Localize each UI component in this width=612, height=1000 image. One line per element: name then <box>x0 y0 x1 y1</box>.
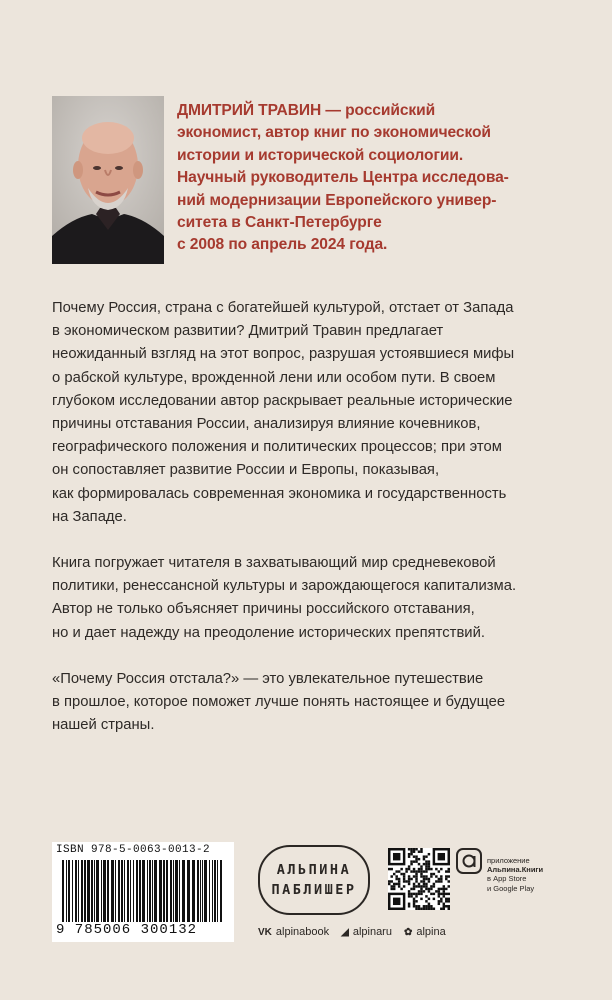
description-line: политики, ренессансной культуры и зарождающегося капитализма. <box>52 578 517 595</box>
bio-line: экономист, автор книг по экономической <box>177 124 491 142</box>
description-paragraph-3 <box>52 668 572 738</box>
description-line: как формировалась современная экономика и государственность <box>52 485 507 502</box>
publisher-logo-line: ПАБЛИШЕР <box>271 882 357 898</box>
author-photo <box>52 96 164 264</box>
telegram-icon: ◢ <box>341 926 349 938</box>
author-bio <box>177 100 577 257</box>
description-line: в прошлое, которое поможет лучше понять настоящее и будущее <box>52 694 506 711</box>
barcode-bars-icon <box>62 860 224 922</box>
description-line: нашей страны. <box>52 717 155 734</box>
app-text-line: приложение <box>487 856 530 865</box>
description-line: в экономическом развитии? Дмитрий Травин предлагает <box>52 323 444 340</box>
social-label: alpina <box>416 926 446 938</box>
social-label: alpinaru <box>352 926 392 938</box>
social-telegram <box>341 926 392 938</box>
isbn-label: ISBN 978-5-0063-0013-2 <box>56 844 211 856</box>
bio-line: Научный руководитель Центра исследова- <box>177 169 509 187</box>
vk-icon: VK <box>258 926 272 938</box>
app-text-line: Альпина.Книги <box>487 865 544 875</box>
description-line: «Почему Россия отстала?» — это увлекательное путешествие <box>52 670 484 687</box>
social-icon: ✿ <box>403 926 413 938</box>
description-line: о рабской культуре, врожденной лени или особом пути. В своем <box>52 369 496 386</box>
description-line: причины отставания России, анализируя влияние кочевников, <box>52 416 481 433</box>
description-line: географического положения и политических процессов; при этом <box>52 439 502 456</box>
description-line: Почему Россия, страна с богатейшей культурой, отстает от Запада <box>52 300 514 316</box>
description-line: глубоком исследовании автор раскрывает реальные исторические <box>52 392 513 409</box>
social-label: alpinabook <box>275 926 330 938</box>
social-other <box>404 926 446 938</box>
bio-line: истории и исторической социологии. <box>177 146 464 164</box>
description-line: Книга погружает читателя в захватывающий мир средневековой <box>52 555 496 572</box>
description-line: Автор не только объясняет причины российского отставания, <box>52 601 475 618</box>
description-line: на Западе. <box>52 508 127 525</box>
bio-line: с 2008 по апрель 2024 года. <box>177 236 388 254</box>
book-description <box>52 297 572 737</box>
author-portrait-icon <box>52 96 164 264</box>
publisher-logo-line: АЛЬПИНА <box>276 862 352 878</box>
isbn-barcode <box>52 842 234 942</box>
description-line: неожиданный взгляд на этот вопрос, разрушая устоявшиеся мифы <box>52 346 515 363</box>
paragraph-gap <box>52 529 572 552</box>
qr-code-icon <box>388 848 450 910</box>
isbn-digits: 9 785006 300132 <box>56 922 198 938</box>
bio-line: ситета в Санкт-Петербурге <box>177 214 382 232</box>
description-line: он сопоставляет развитие России и Европы, показывая, <box>52 462 440 479</box>
social-links <box>258 924 578 940</box>
description-paragraph-2 <box>52 552 572 645</box>
app-text-line: в App Store <box>487 874 527 884</box>
alpina-app-icon <box>456 848 482 874</box>
social-vk <box>258 926 329 938</box>
app-text-line: и Google Play <box>487 883 535 893</box>
description-line: но и дает надежду на преодоление исторических препятствий. <box>52 624 485 641</box>
description-paragraph-1 <box>52 297 572 529</box>
bio-line: ний модернизации Европейского универ- <box>177 191 497 209</box>
publisher-logo <box>258 845 370 915</box>
app-promo-text <box>487 856 567 893</box>
bio-line: ДМИТРИЙ ТРАВИН — российский <box>177 102 436 119</box>
paragraph-gap <box>52 645 572 668</box>
